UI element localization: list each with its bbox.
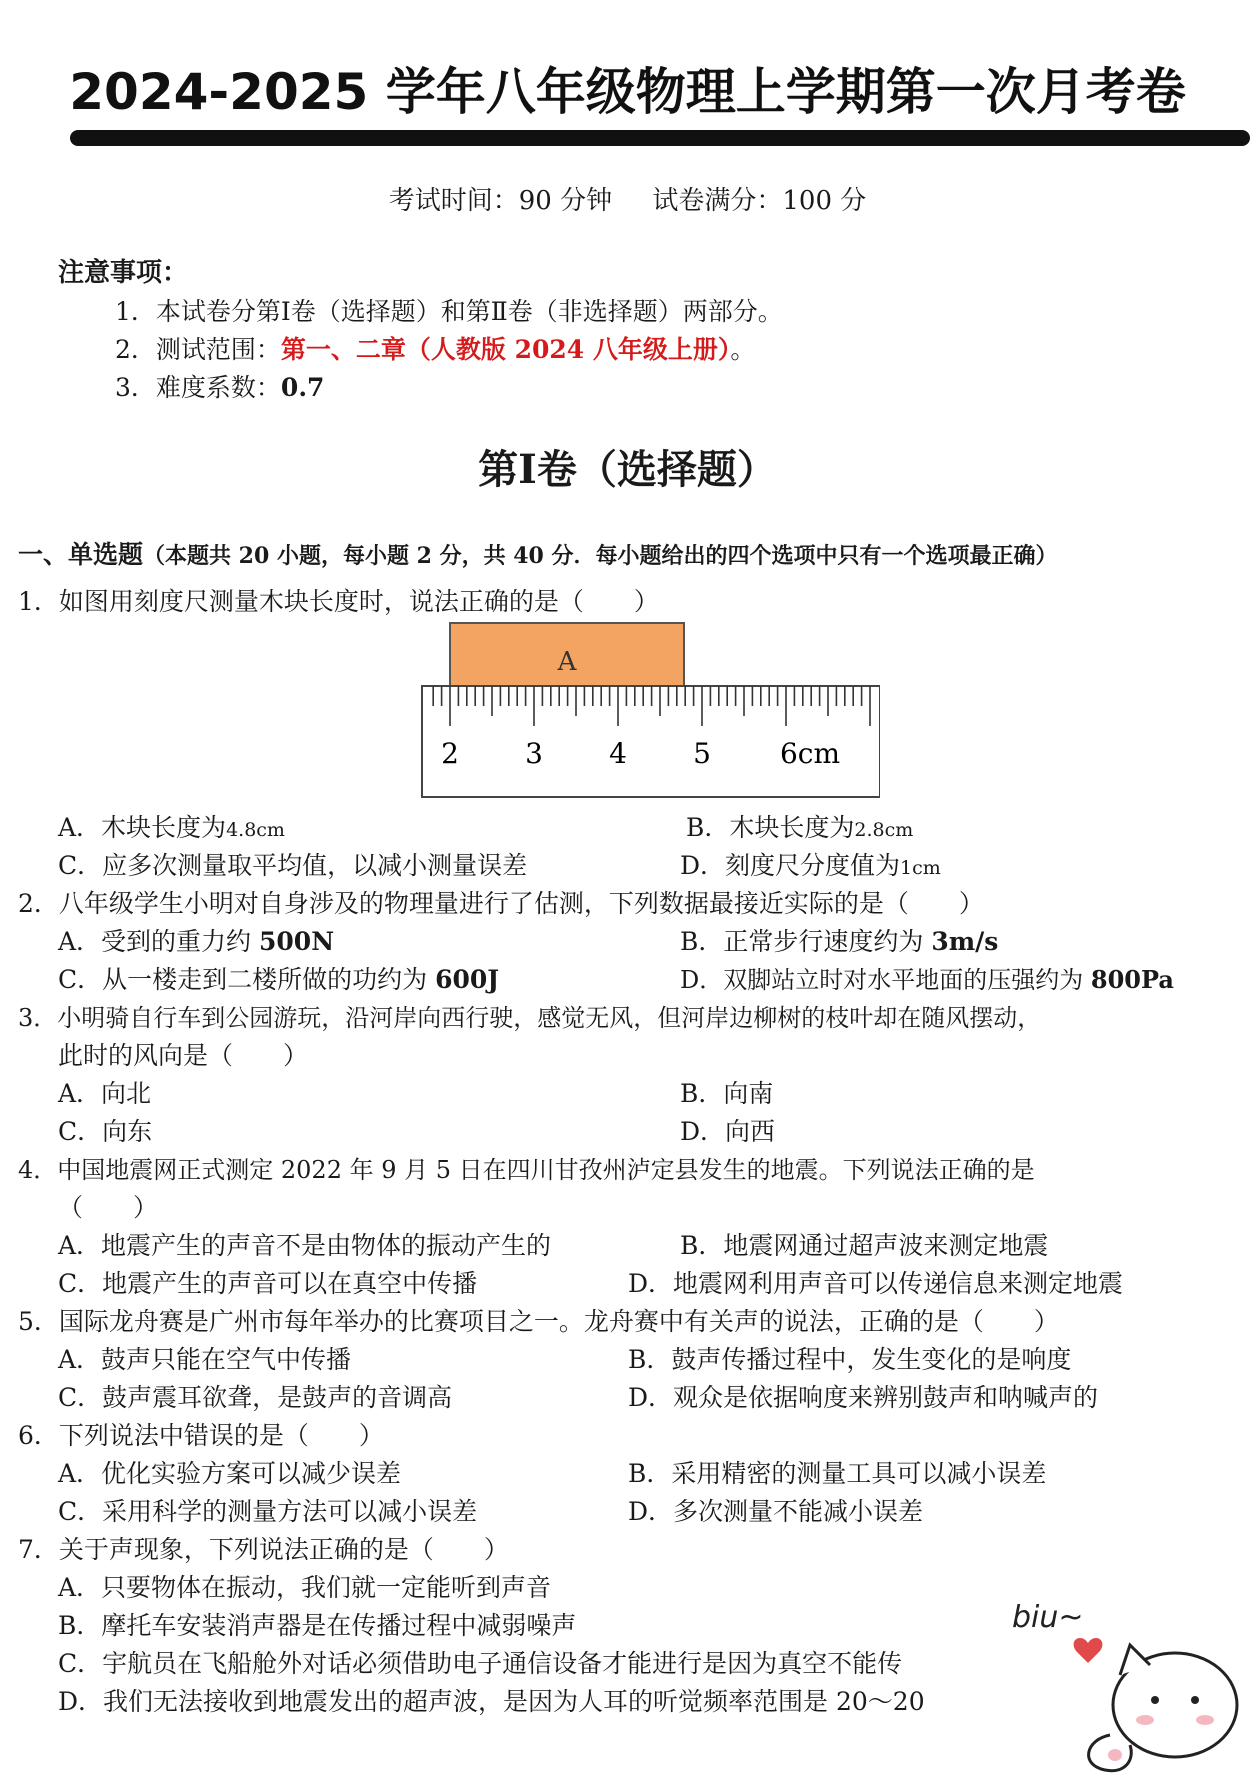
q1-option-d-text: D．刻度尺分度值为 <box>680 851 901 880</box>
page-title: 2024-2025 学年八年级物理上学期第一次月考卷 <box>69 63 1186 121</box>
q2-option-a-value: 500N <box>259 927 335 956</box>
exam-score: 试卷满分：100 分 <box>652 186 867 216</box>
q5-option-b: B．鼓声传播过程中，发生变化的是响度 <box>628 1345 1072 1374</box>
wood-block-label: A <box>557 647 577 677</box>
question-1-stem: 1．如图用刻度尺测量木块长度时，说法正确的是（ ） <box>18 587 659 616</box>
cartoon-sticker <box>1000 1585 1255 1778</box>
exam-meta <box>0 180 1255 217</box>
question-4-stem-line1: 4．中国地震网正式测定 2022 年 9 月 5 日在四川甘孜州泸定县发生的地震。下列说法正确的是 <box>18 1156 1035 1184</box>
q7-option-c: C．宇航员在飞船舱外对话必须借助电子通信设备才能进行是因为真空不能传 <box>58 1649 903 1678</box>
question-5-stem: 5．国际龙舟赛是广州市每年举办的比赛项目之一。龙舟赛中有关声的说法，正确的是（ ） <box>18 1307 1059 1336</box>
volume-title: 第Ⅰ卷（选择题） <box>478 446 777 493</box>
q3-option-b: B．向南 <box>680 1079 774 1108</box>
q3-option-d: D．向西 <box>680 1117 776 1146</box>
q1-option-a-value: 4.8cm <box>226 819 285 841</box>
ruler-label-6cm: 6cm <box>779 737 841 770</box>
q1-option-d <box>680 846 941 882</box>
note-item-2 <box>115 330 755 366</box>
note-item-1: 1．本试卷分第Ⅰ卷（选择题）和第Ⅱ卷（非选择题）两部分。 <box>115 297 783 326</box>
note-item-3 <box>115 368 324 404</box>
q1-option-d-value: 1cm <box>900 857 941 879</box>
cat-blush-icon <box>1196 1715 1214 1725</box>
test-scope: 第一、二章（人教版 2024 八年级上册） <box>280 335 731 364</box>
section-note: （本题共 20 小题，每小题 2 分，共 40 分．每小题给出的四个选项中只有一个选项最正确） <box>143 543 1058 569</box>
q6-option-d: D．多次测量不能减小误差 <box>628 1497 924 1526</box>
q6-option-b: B．采用精密的测量工具可以减小误差 <box>628 1459 1047 1488</box>
title-underline-bar <box>70 130 1250 146</box>
question-3-stem-line1: 3．小明骑自行车到公园游玩，沿河岸向西行驶，感觉无风，但河岸边柳树的枝叶却在随风摆动， <box>18 1004 1042 1032</box>
q5-option-a: A．鼓声只能在空气中传播 <box>58 1345 352 1374</box>
q2-option-c <box>58 960 499 996</box>
q2-option-c-value: 600J <box>435 965 500 994</box>
q1-option-b <box>686 808 913 844</box>
q1-option-a-text: A．木块长度为 <box>58 813 227 842</box>
sticker-text: biu~ <box>1012 1600 1084 1635</box>
q1-option-b-text: B．木块长度为 <box>686 813 855 842</box>
difficulty-value: 0.7 <box>280 373 325 402</box>
paw-pad-icon <box>1108 1749 1122 1761</box>
q2-option-d-text: D．双脚站立时对水平地面的压强约为 <box>680 966 1091 994</box>
q7-option-d: D．我们无法接收到地震发出的超声波，是因为人耳的听觉频率范围是 20～20 <box>58 1687 925 1716</box>
section-head: 一、单选题 <box>18 540 144 569</box>
q7-option-b: B．摩托车安装消声器是在传播过程中减弱噪声 <box>58 1611 577 1640</box>
q2-option-b-text: B．正常步行速度约为 <box>680 927 932 956</box>
q5-option-d: D．观众是依据响度来辨别鼓声和呐喊声的 <box>628 1383 1099 1412</box>
q1-option-a <box>58 808 285 844</box>
q1-option-c: C．应多次测量取平均值，以减小测量误差 <box>58 851 528 880</box>
q4-option-a: A．地震产生的声音不是由物体的振动产生的 <box>58 1231 552 1260</box>
cat-eye-icon <box>1151 1696 1159 1704</box>
exam-time: 考试时间：90 分钟 <box>388 186 613 216</box>
cat-eye-icon <box>1191 1696 1199 1704</box>
q6-option-c: C．采用科学的测量方法可以减小误差 <box>58 1497 478 1526</box>
q5-option-c: C．鼓声震耳欲聋，是鼓声的音调高 <box>58 1383 453 1412</box>
q6-option-a: A．优化实验方案可以减少误差 <box>58 1459 402 1488</box>
section-header <box>18 535 1058 571</box>
q2-option-d-value: 800Pa <box>1090 965 1174 994</box>
q3-option-c: C．向东 <box>58 1117 153 1146</box>
question-6-stem: 6．下列说法中错误的是（ ） <box>18 1421 384 1450</box>
note-item-2-suffix: 。 <box>730 335 756 364</box>
note-item-2-prefix: 2．测试范围： <box>115 335 281 364</box>
ruler-label-5: 5 <box>693 737 711 770</box>
question-4-stem-line2: （ ） <box>58 1193 159 1222</box>
ruler-label-2: 2 <box>441 737 459 770</box>
q2-option-c-text: C．从一楼走到二楼所做的功约为 <box>58 965 436 994</box>
q2-option-d <box>680 960 1174 995</box>
q4-option-c: C．地震产生的声音可以在真空中传播 <box>58 1269 478 1298</box>
question-7-stem: 7．关于声现象，下列说法正确的是（ ） <box>18 1535 509 1564</box>
q2-option-b-value: 3m/s <box>931 927 999 956</box>
q2-option-a-text: A．受到的重力约 <box>58 927 260 956</box>
q2-option-b <box>680 922 998 958</box>
notes-title: 注意事项： <box>58 258 189 288</box>
heart-icon <box>1074 1638 1103 1663</box>
question-3-stem-line2: 此时的风向是（ ） <box>58 1041 309 1070</box>
q1-option-b-value: 2.8cm <box>854 819 914 841</box>
ruler-label-4: 4 <box>609 737 627 770</box>
q4-option-b: B．地震网通过超声波来测定地震 <box>680 1231 1049 1260</box>
ruler-label-3: 3 <box>525 737 543 770</box>
cat-blush-icon <box>1136 1715 1154 1725</box>
q7-option-a: A．只要物体在振动，我们就一定能听到声音 <box>58 1573 552 1602</box>
q3-option-a: A．向北 <box>58 1079 152 1108</box>
question-2-stem: 2．八年级学生小明对自身涉及的物理量进行了估测，下列数据最接近实际的是（ ） <box>18 889 984 918</box>
ruler-figure <box>410 620 880 802</box>
q4-option-d: D．地震网利用声音可以传递信息来测定地震 <box>628 1269 1124 1298</box>
q2-option-a <box>58 922 334 958</box>
note-item-3-prefix: 3．难度系数： <box>115 373 281 402</box>
